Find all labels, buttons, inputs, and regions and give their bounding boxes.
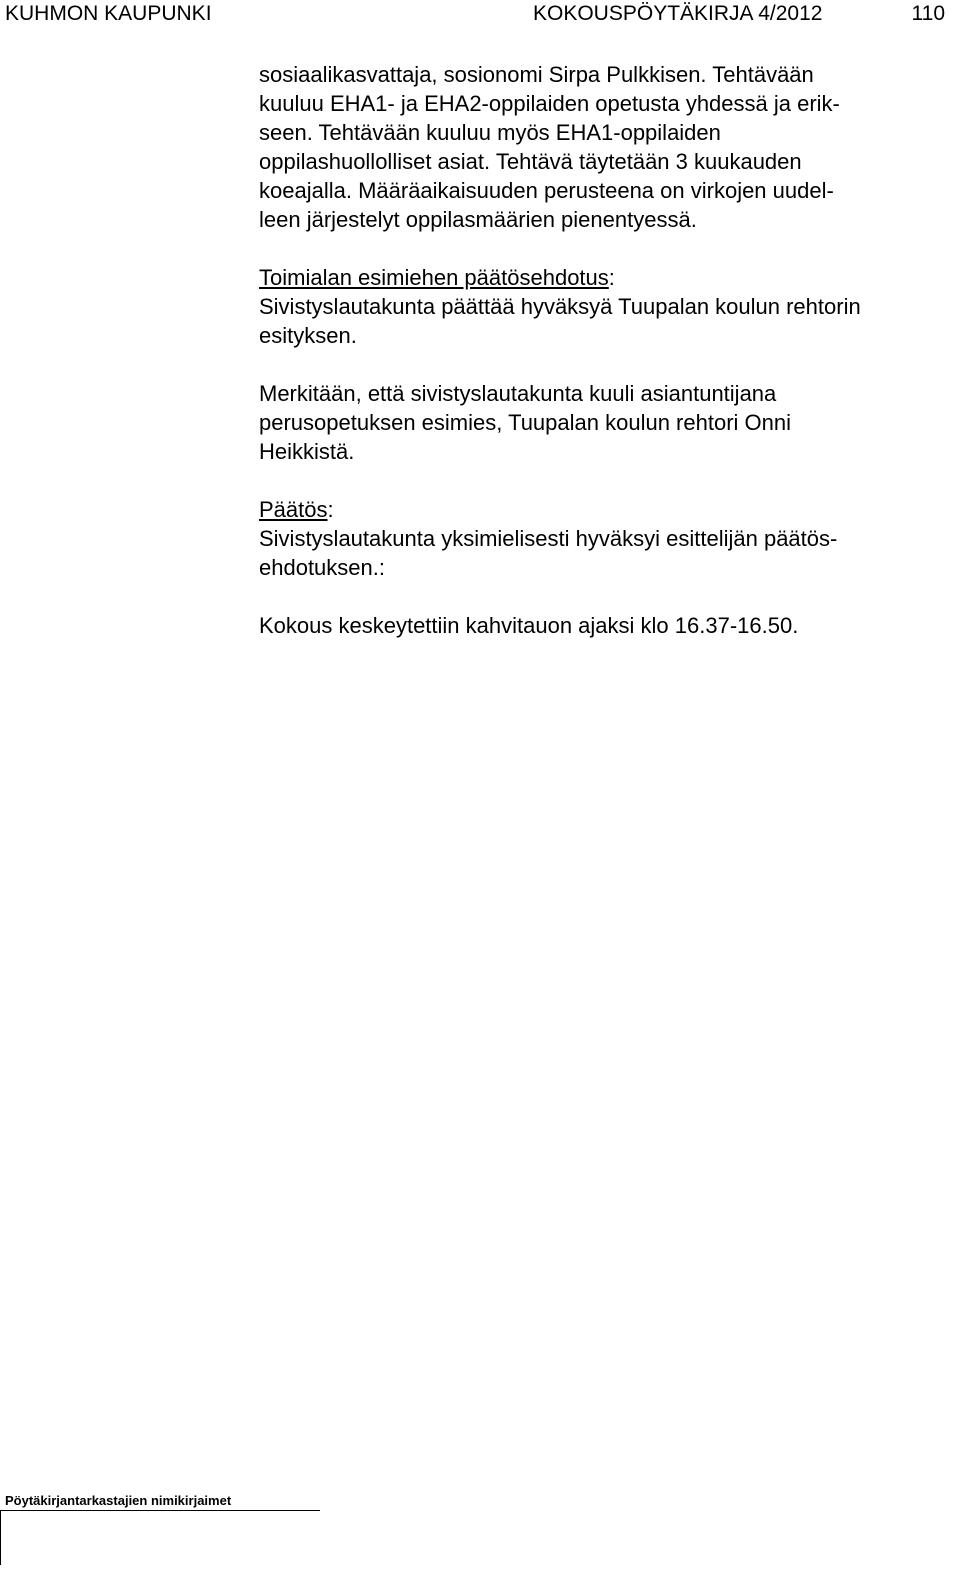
footer-divider: [0, 1510, 320, 1511]
text-line: oppilashuollolliset asiat. Tehtävä täytetään 3 kuukauden: [259, 149, 802, 174]
text-line: ehdotuksen.:: [259, 555, 385, 580]
document-title: KOKOUSPÖYTÄKIRJA 4/2012: [533, 2, 823, 25]
initials-box-edge: [0, 1510, 1, 1565]
page-footer: [0, 1490, 330, 1570]
paragraph-break-note: [259, 611, 959, 640]
reviewer-initials-label: Pöytäkirjantarkastajien nimikirjaimet: [5, 1493, 232, 1508]
document-body: [259, 60, 959, 669]
organization-name: KUHMON KAUPUNKI: [5, 2, 212, 25]
proposal-heading-text: Toimialan esimiehen päätösehdotus: [259, 265, 609, 290]
text-line: Kokous keskeytettiin kahvitauon ajaksi klo 16.37-16.50.: [259, 613, 799, 638]
page-number: 110: [911, 2, 945, 25]
text-line: Merkitään, että sivistyslautakunta kuuli asiantuntijana: [259, 381, 777, 406]
text-line: kuuluu EHA1- ja EHA2-oppilaiden opetusta yhdessä ja erik-: [259, 91, 840, 116]
text-line: Heikkistä.: [259, 439, 355, 464]
text-line: seen. Tehtävään kuuluu myös EHA1-oppilaiden: [259, 120, 721, 145]
paragraph-position-description: [259, 60, 959, 234]
text-line: koeajalla. Määräaikaisuuden perusteena on virkojen uudel-: [259, 178, 834, 203]
page-header: [5, 0, 945, 28]
text-line: esityksen.: [259, 323, 357, 348]
decision-heading-colon: :: [327, 497, 334, 522]
paragraph-expert-note: [259, 379, 959, 466]
text-line: perusopetuksen esimies, Tuupalan koulun rehtori Onni: [259, 410, 791, 435]
paragraph-proposal: [259, 263, 959, 350]
proposal-heading: [259, 263, 959, 292]
paragraph-decision: [259, 495, 959, 582]
decision-heading: [259, 495, 959, 524]
decision-heading-text: Päätös: [259, 497, 328, 522]
text-line: sosiaalikasvattaja, sosionomi Sirpa Pulkkisen. Tehtävään: [259, 62, 814, 87]
proposal-heading-colon: :: [608, 265, 615, 290]
text-line: Sivistyslautakunta päättää hyväksyä Tuupalan koulun rehtorin: [259, 294, 861, 319]
text-line: Sivistyslautakunta yksimielisesti hyväksyi esittelijän päätös-: [259, 526, 838, 551]
text-line: leen järjestelyt oppilasmäärien pienentyessä.: [259, 207, 697, 232]
